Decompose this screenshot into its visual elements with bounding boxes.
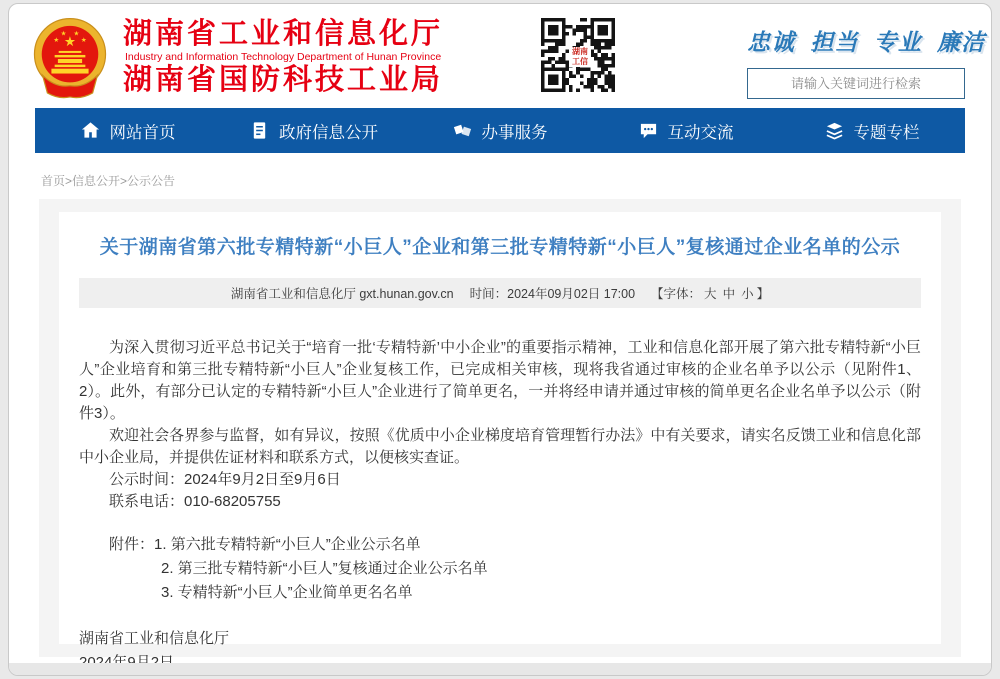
nav-item-label: 互动交流: [667, 123, 734, 142]
site-page: [8, 3, 992, 676]
article-card: [59, 212, 941, 647]
brand-titles: [123, 17, 443, 96]
search-input[interactable]: [747, 68, 965, 99]
nav-item-home[interactable]: [35, 108, 221, 153]
font-size-small-button[interactable]: 小: [741, 287, 754, 301]
topics-icon: [825, 121, 844, 140]
content-panel: [39, 199, 961, 657]
home-icon: [81, 121, 100, 140]
national-emblem-icon: [29, 17, 111, 101]
nav-item-label: 政府信息公开: [279, 123, 378, 142]
nav-item-interaction[interactable]: [593, 108, 779, 153]
font-size-medium-button[interactable]: 中: [722, 287, 736, 301]
nav-item-label: 专题专栏: [853, 123, 920, 142]
contact-phone: 联系电话：010-68205755: [109, 493, 281, 510]
nav-item-services[interactable]: [407, 108, 593, 153]
chat-icon: [639, 121, 658, 140]
article-title: 关于湖南省第六批专精特新“小巨人”企业和第三批专精特新“小巨人”复核通过企业名单的公示: [99, 237, 901, 258]
font-size-large-button[interactable]: 大: [704, 287, 717, 301]
document-icon: [250, 121, 269, 140]
attachment-item-3[interactable]: 3. 专精特新“小巨人”企业简单更名名单: [161, 584, 413, 601]
org-title-en: Industry and Information Technology Department of Hunan Province: [125, 51, 442, 63]
attachment-link[interactable]: 1. 第六批专精特新“小巨人”企业公示名单: [154, 536, 421, 553]
org-title2-cn: 湖南省国防科技工业局: [123, 64, 444, 96]
font-size-prefix: 【字体：: [651, 287, 702, 301]
qr-center-label: 湖南工信: [569, 47, 591, 67]
publish-window: 公示时间：2024年9月2日至9月6日: [109, 471, 341, 488]
meta-source: 湖南省工业和信息化厅 gxt.hunan.gov.cn: [230, 287, 454, 301]
svg-text:★: ★: [80, 37, 87, 45]
attachment-item-1[interactable]: [79, 534, 921, 556]
slogan-text: 忠诚 担当 专业 廉洁: [747, 29, 986, 55]
nav-item-label: 办事服务: [481, 123, 548, 142]
site-logo-link[interactable]: [29, 17, 549, 101]
nav-item-gov-info[interactable]: [221, 108, 407, 153]
footer-strip: [9, 663, 991, 675]
main-nav: [35, 108, 965, 153]
paragraph: 欢迎社会各界参与监督，如有异议，按照《优质中小企业梯度培育管理暂行办法》中有关要求，请实名反馈工业和信息化部中小企业局，并提供佐证材料和联系方式，以便核实查证。: [79, 427, 921, 466]
paragraph: 为深入贯彻习近平总书记关于“培育一批‘专精特新’中小企业”的重要指示精神，工业和信息化部开展了第六批专精特新“小巨人”企业培育和第三批专精特新“小巨人”企业复核工作，已完成相关审核，现将我省通过审核的企业名单予以公示（见附件1、2）。此外，有部分已认定的专精特新“小巨人”企业进行了简单更名，一并将经申请并通过审核的简单更名企业名单予以公示（附件3）。: [79, 339, 921, 422]
nav-item-special-topics[interactable]: [779, 108, 965, 153]
meta-time: 2024年09月02日 17:00: [507, 287, 636, 301]
article-body: [79, 337, 921, 675]
signature-org: 湖南省工业和信息化厅: [79, 630, 230, 647]
meta-time-label: 时间：: [469, 287, 508, 301]
service-icon: [453, 121, 472, 140]
svg-text:★: ★: [73, 30, 80, 38]
article-meta-bar: [79, 278, 921, 308]
attachment-item-2[interactable]: 2. 第三批专精特新“小巨人”复核通过企业公示名单: [161, 560, 488, 577]
breadcrumb[interactable]: 首页>信息公开>公示公告: [41, 174, 176, 188]
nav-item-label: 网站首页: [109, 123, 176, 142]
site-header: [9, 4, 991, 108]
svg-text:★: ★: [53, 37, 60, 45]
org-title-cn: 湖南省工业和信息化厅: [123, 18, 444, 50]
header-right: [747, 24, 986, 99]
svg-text:★: ★: [63, 34, 77, 50]
qr-code: [541, 18, 619, 96]
svg-text:★: ★: [60, 30, 67, 38]
attachments-label: 附件：: [109, 536, 155, 553]
font-size-suffix: 】: [756, 287, 770, 301]
